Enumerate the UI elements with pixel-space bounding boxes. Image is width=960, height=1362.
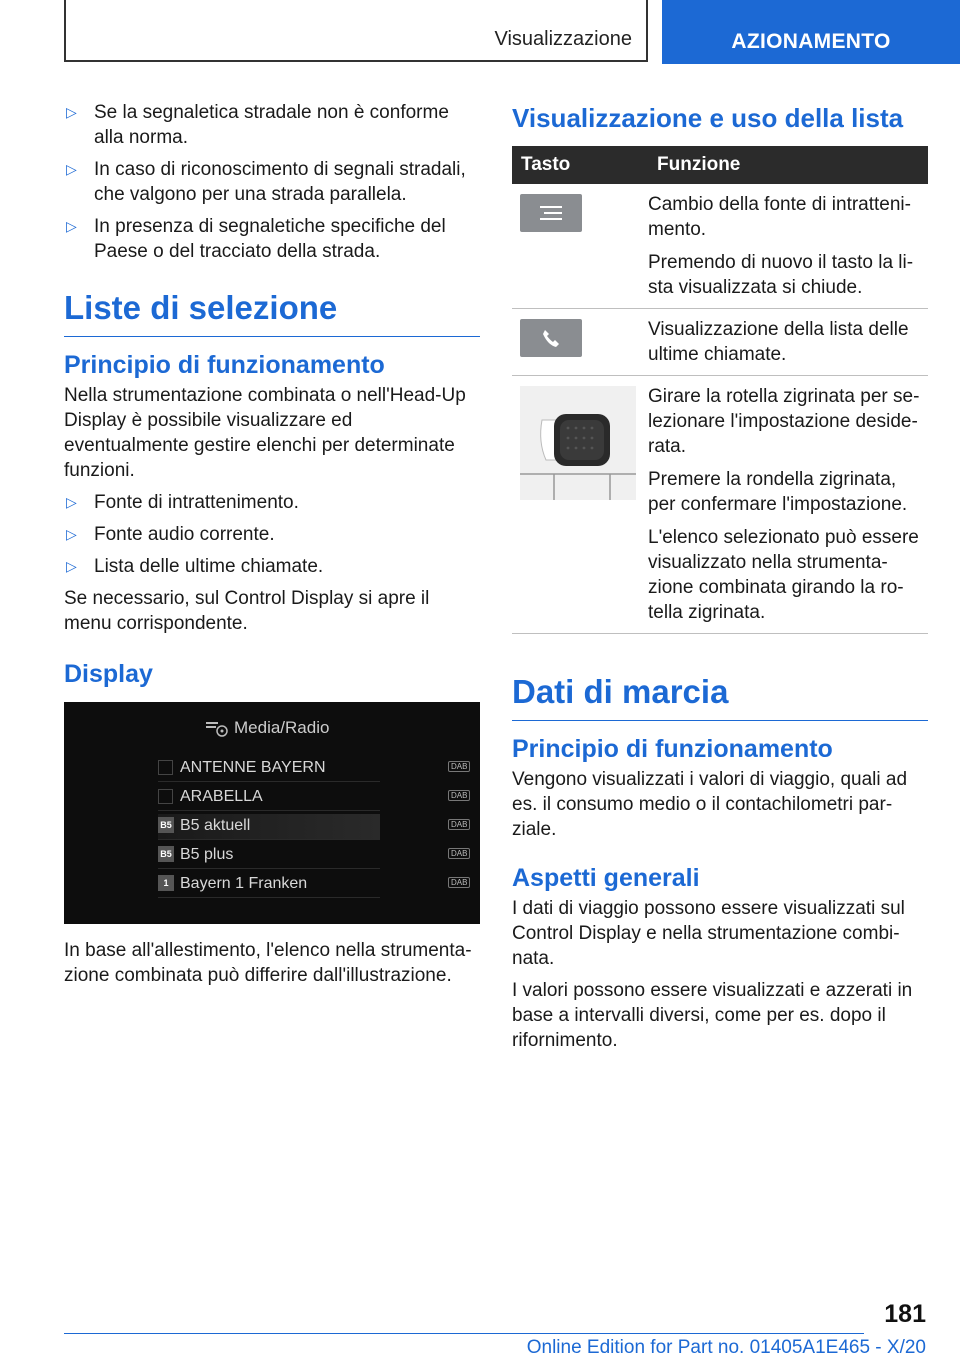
triangle-bullet-icon: ▷: [66, 526, 77, 542]
checkbox-icon: [158, 760, 173, 775]
edition-text: Online Edition for Part no. 01405A1E465 - X/20: [526, 1337, 926, 1358]
list-icon: [520, 194, 582, 232]
dab-badge: DAB: [448, 790, 470, 801]
table-row: B5 B5 aktuell DAB: [158, 814, 380, 840]
heading-principio: Principio di funzionamento: [64, 351, 385, 379]
triangle-bullet-icon: ▷: [66, 494, 77, 510]
general-paragraph-2: I valori possono essere visualizzati e azzerati in base a intervalli diversi, come per es. dopo il rifornimento.: [512, 980, 913, 1051]
intro-bullet-list: [64, 100, 480, 264]
principle-paragraph: Nella strumentazione combinata o nell'Head-Up Display è possibile visualizzare ed eventualmente gestire elenchi per determinate funzioni.: [64, 385, 466, 481]
page-number: 181: [884, 1300, 926, 1328]
heading-dati-di-marcia: Dati di marcia: [512, 672, 928, 721]
control-display-paragraph: Se necessario, sul Control Display si apre il menu corrispondente.: [64, 588, 430, 634]
chapter-tab: AZIONAMENTO: [662, 0, 960, 64]
dab-badge: DAB: [448, 877, 470, 888]
checkbox-icon: [158, 789, 173, 804]
dab-badge: DAB: [448, 848, 470, 859]
display-screenshot: [64, 702, 480, 924]
table-row: Visualizzazione della lista delle ultime chiamate.: [512, 309, 928, 376]
station-logo: 1: [158, 875, 174, 891]
station-logo: B5: [158, 846, 174, 862]
triangle-bullet-icon: ▷: [66, 104, 77, 120]
table-row: B5 B5 plus DAB: [158, 843, 380, 869]
page-header: [0, 0, 960, 66]
table-row: Girare la rotella zigrinata per selezionare l'impostazione desiderata. Premere la rondella zigrinata, per confermare l'impostazione. L'elenco selezionato può essere visualizzato nella strumentazione combinata girando la rotella zigrinata.: [512, 376, 928, 634]
general-paragraph-1: I dati di viaggio possono essere visualizzati sul Control Display e nella strumentazione combinata.: [512, 898, 905, 969]
principle-bullet-list: [64, 490, 480, 579]
table-row: 1 Bayern 1 Franken DAB: [158, 872, 380, 898]
column-header-funzione: Funzione: [648, 146, 928, 184]
heading-principio-dati: Principio di funzionamento: [512, 735, 833, 763]
thumbwheel-icon: [520, 386, 636, 500]
list-item: ▷ Lista delle ultime chiamate.: [66, 556, 324, 577]
triangle-bullet-icon: ▷: [66, 218, 77, 234]
heading-display: Display: [64, 660, 153, 688]
phone-icon: [520, 319, 582, 357]
triangle-bullet-icon: ▷: [66, 161, 77, 177]
table-row: ANTENNE BAYERN DAB: [158, 756, 380, 782]
column-header-tasto: Tasto: [512, 146, 648, 184]
section-tab: [64, 0, 648, 62]
heading-liste-di-selezione: Liste di selezione: [64, 288, 480, 337]
dab-badge: DAB: [448, 761, 470, 772]
list-item: ▷ Se la segnaletica stradale non è conforme alla norma.: [66, 102, 449, 148]
principle-dati-paragraph: Vengono visualizzati i valori di viaggio, quali ad es. il consumo medio o il contachilometri parziale.: [512, 769, 908, 840]
heading-visualizzazione-lista: Visualizzazione e uso della lista: [512, 103, 904, 133]
list-item: ▷ In presenza di segnaletiche specifiche del Paese o del tracciato della strada.: [66, 216, 446, 262]
table-row: ARABELLA DAB: [158, 785, 380, 811]
list-item: ▷ Fonte di intrattenimento.: [66, 492, 299, 513]
footer-divider: [64, 1333, 864, 1334]
section-title: Visualizzazione: [494, 28, 632, 50]
triangle-bullet-icon: ▷: [66, 558, 77, 574]
right-column: [512, 100, 928, 1060]
left-column: [64, 100, 480, 995]
dab-badge: DAB: [448, 819, 470, 830]
media-radio-icon: [204, 718, 230, 738]
display-caption: In base all'allestimento, l'elenco nella strumentazione combinata può differire dall'illustrazione.: [64, 940, 472, 986]
table-header-row: [512, 146, 928, 184]
display-title: Media/Radio: [234, 718, 330, 737]
list-item: ▷ Fonte audio corrente.: [66, 524, 275, 545]
list-item: ▷ In caso di riconoscimento di segnali stradali, che valgono per una strada parallela.: [66, 159, 466, 205]
table-row: Cambio della fonte di intrattenimento. Premendo di nuovo il tasto la lista visualizzata si chiude.: [512, 184, 928, 309]
key-function-table: [512, 146, 928, 634]
station-logo: B5: [158, 817, 174, 833]
heading-aspetti-generali: Aspetti generali: [512, 864, 700, 892]
